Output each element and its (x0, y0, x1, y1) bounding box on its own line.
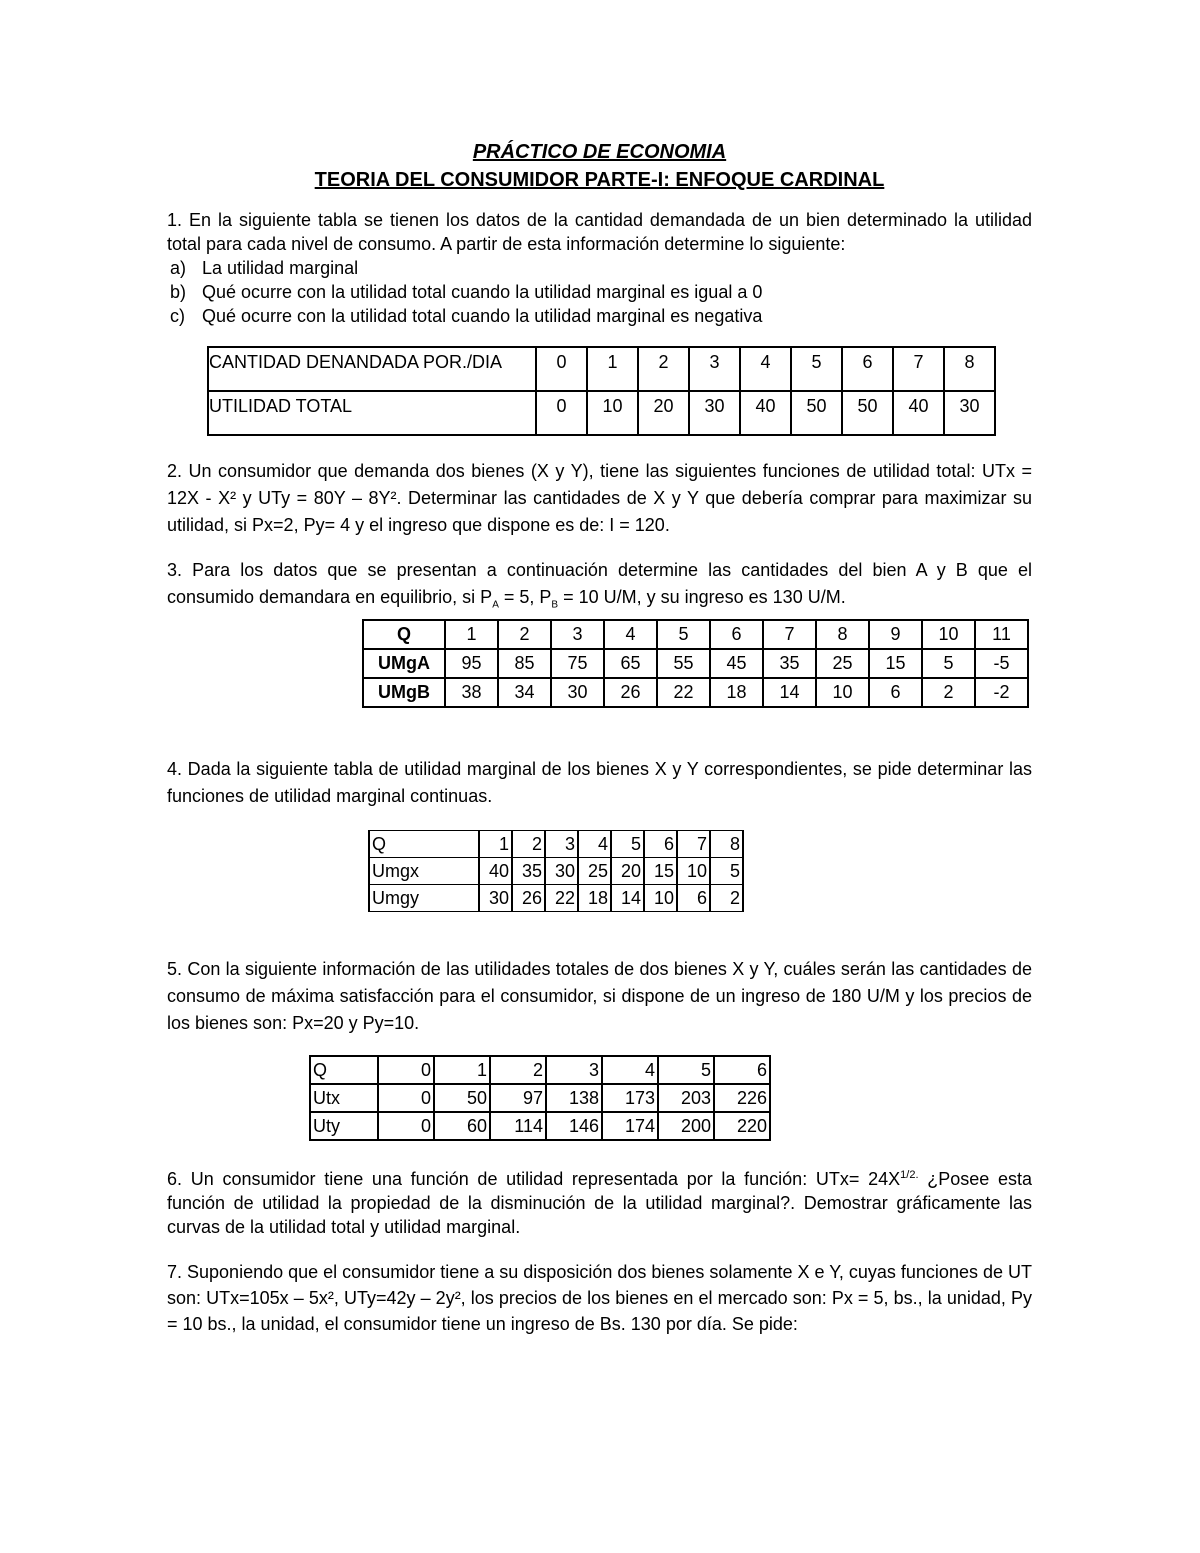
table-cell: 2 (512, 830, 545, 857)
table-cell: -2 (975, 678, 1028, 707)
question-3-text: 3. Para los datos que se presentan a continuación determine las cantidades del bien A y B que el consumido demandara en equilibrio, si $P_A = 5$, $P_B = 10$ U/M, y su ingreso es 130 U/M. (167, 560, 1032, 611)
table-cell: 60 (434, 1112, 490, 1140)
table-cell: 20 (611, 857, 644, 884)
table-row (363, 678, 1028, 707)
table-cell: 200 (658, 1112, 714, 1140)
list-item: b) Qué ocurre con la utilidad total cuando la utilidad marginal es igual a 0 (170, 282, 763, 302)
table-row: UTILIDAD TOTAL 0 10 20 30 40 50 50 40 30 (208, 391, 995, 435)
question-6-text: 6. Un consumidor tiene una función de utilidad representada por la función: $UTx= 24X^{1/2.}$ ¿Posee esta función de utilidad la propiedad de la disminución de la utilidad marginal?. Demostrar gráficamente las curvas de la utilidad total y utilidad marginal. (167, 1168, 1032, 1237)
table-cell: 146 (546, 1112, 602, 1140)
table-cell: 22 (657, 678, 710, 707)
table-cell: 4 (578, 830, 611, 857)
table-cell: 8 (710, 830, 743, 857)
table-cell: 95 (445, 649, 498, 678)
table-row-label: UMgA (363, 649, 445, 678)
table-cell: 10 (644, 884, 677, 911)
table-cell: 25 (816, 649, 869, 678)
table-cell: 50 (434, 1084, 490, 1112)
table-cell: 114 (490, 1112, 546, 1140)
table-row-label: UMgB (363, 678, 445, 707)
table-row-label: UTILIDAD TOTAL (208, 391, 536, 435)
table-cell: 30 (479, 884, 512, 911)
table-cell: 5 (710, 857, 743, 884)
table-row (310, 1056, 770, 1084)
table-cell: 7 (763, 620, 816, 649)
table-cell: 35 (512, 857, 545, 884)
table-row-label: Q (369, 830, 479, 857)
table-cell: 1 (479, 830, 512, 857)
table-cell: 34 (498, 678, 551, 707)
table-row (369, 830, 743, 857)
table-cell: 30 (545, 857, 578, 884)
question-4-text: 4. Dada la siguiente tabla de utilidad marginal de los bienes X y Y correspondientes, se pide determinar las funciones de utilidad marginal continuas. (167, 758, 1032, 806)
table-cell: 6 (644, 830, 677, 857)
table-cell: 15 (869, 649, 922, 678)
table-cell: 45 (710, 649, 763, 678)
table-row-label: Umgx (369, 857, 479, 884)
table-cell: 97 (490, 1084, 546, 1112)
question-7-text: 7. Suponiendo que el consumidor tiene a su disposición dos bienes solamente X e Y, cuyas funciones de UT son: UTx=105x – 5x², UTy=42y – 2y², los precios de los bienes en el mercado son: Px = 5, bs., la unidad, Py = 10 bs., la unidad, el consumidor tiene un ingreso de Bs. 130 por día. Se pide: (167, 1261, 1032, 1334)
table-cell: 5 (922, 649, 975, 678)
table-cell: 14 (611, 884, 644, 911)
table-cell: 1 (434, 1056, 490, 1084)
table-cell: 174 (602, 1112, 658, 1140)
question-4-table (368, 830, 744, 912)
table-cell: 6 (710, 620, 763, 649)
table-cell: 8 (816, 620, 869, 649)
table-cell: 220 (714, 1112, 770, 1140)
question-3-table (362, 619, 1029, 708)
table-cell: 25 (578, 857, 611, 884)
table-cell: 30 (551, 678, 604, 707)
table-row-label: Umgy (369, 884, 479, 911)
table-cell: 5 (658, 1056, 714, 1084)
table-cell: 40 (479, 857, 512, 884)
table-cell: 2 (710, 884, 743, 911)
table-cell: 18 (710, 678, 763, 707)
document-subtitle: TEORIA DEL CONSUMIDOR PARTE-I: ENFOQUE CARDINAL (314, 169, 885, 191)
table-cell: 85 (498, 649, 551, 678)
table-row: CANTIDAD DENANDADA POR./DIA 0 1 2 3 4 5 6 7 8 (208, 347, 995, 391)
table-row (363, 620, 1028, 649)
question-1-text: 1. En la siguiente tabla se tienen los datos de la cantidad demandada de un bien determinado la utilidad total para cada nivel de consumo. A partir de esta información determine lo siguiente: (167, 210, 1032, 254)
table-cell: 3 (551, 620, 604, 649)
table-cell: 38 (445, 678, 498, 707)
question-1-table (207, 346, 996, 436)
table-row (363, 649, 1028, 678)
table-cell: 10 (922, 620, 975, 649)
table-cell: 7 (677, 830, 710, 857)
table-cell: 226 (714, 1084, 770, 1112)
table-row (310, 1112, 770, 1140)
list-item: c) Qué ocurre con la utilidad total cuando la utilidad marginal es negativa (170, 306, 763, 326)
table-cell: 4 (604, 620, 657, 649)
table-row-label: Q (310, 1056, 378, 1084)
table-cell: 26 (604, 678, 657, 707)
table-cell: 0 (378, 1112, 434, 1140)
table-cell: 6 (677, 884, 710, 911)
table-cell: 9 (869, 620, 922, 649)
table-cell: 11 (975, 620, 1028, 649)
table-cell: 173 (602, 1084, 658, 1112)
question-5-text: 5. Con la siguiente información de las utilidades totales de dos bienes X y Y, cuáles serán las cantidades de consumo de máxima satisfacción para el consumidor, si dispone de un ingreso de 180 U/M y los precios de los bienes son: Px=20 y Py=10. (167, 958, 1032, 1033)
table-cell: 10 (677, 857, 710, 884)
document-title: PRÁCTICO DE ECONOMIA (472, 141, 727, 163)
table-cell: 18 (578, 884, 611, 911)
table-cell: 0 (378, 1056, 434, 1084)
table-cell: 14 (763, 678, 816, 707)
document-page (167, 138, 1032, 1337)
table-cell: 15 (644, 857, 677, 884)
table-cell: 2 (490, 1056, 546, 1084)
table-cell: 65 (604, 649, 657, 678)
table-cell: 75 (551, 649, 604, 678)
question-1-list (167, 256, 1032, 328)
table-cell: 138 (546, 1084, 602, 1112)
table-cell: 4 (602, 1056, 658, 1084)
table-cell: 3 (546, 1056, 602, 1084)
table-cell: 2 (498, 620, 551, 649)
table-row-label: CANTIDAD DENANDADA POR./DIA (208, 347, 536, 391)
table-cell: 22 (545, 884, 578, 911)
table-row (369, 857, 743, 884)
table-row (310, 1084, 770, 1112)
table-cell: 55 (657, 649, 710, 678)
table-cell: 35 (763, 649, 816, 678)
table-row-label: Uty (310, 1112, 378, 1140)
table-cell: 1 (445, 620, 498, 649)
table-row-label: Utx (310, 1084, 378, 1112)
table-row (369, 884, 743, 911)
question-2-text: 2. Un consumidor que demanda dos bienes (X y Y), tiene las siguientes funciones de utilidad total: UTx = 12X - X² y UTy = 80Y – 8Y². Determinar las cantidades de X y Y que debería comprar para maximizar su utilidad, si Px=2, Py= 4 y el ingreso que dispone es de: I = 120. (167, 461, 1032, 535)
table-cell: 3 (545, 830, 578, 857)
table-cell: 203 (658, 1084, 714, 1112)
question-5-table (309, 1055, 771, 1141)
table-cell: 6 (869, 678, 922, 707)
table-cell: -5 (975, 649, 1028, 678)
list-item: a) La utilidad marginal (170, 258, 359, 278)
table-cell: 6 (714, 1056, 770, 1084)
table-cell: 10 (816, 678, 869, 707)
table-cell: 26 (512, 884, 545, 911)
table-cell: 2 (922, 678, 975, 707)
table-cell: 5 (657, 620, 710, 649)
table-row-label: Q (363, 620, 445, 649)
table-cell: 0 (378, 1084, 434, 1112)
table-cell: 5 (611, 830, 644, 857)
